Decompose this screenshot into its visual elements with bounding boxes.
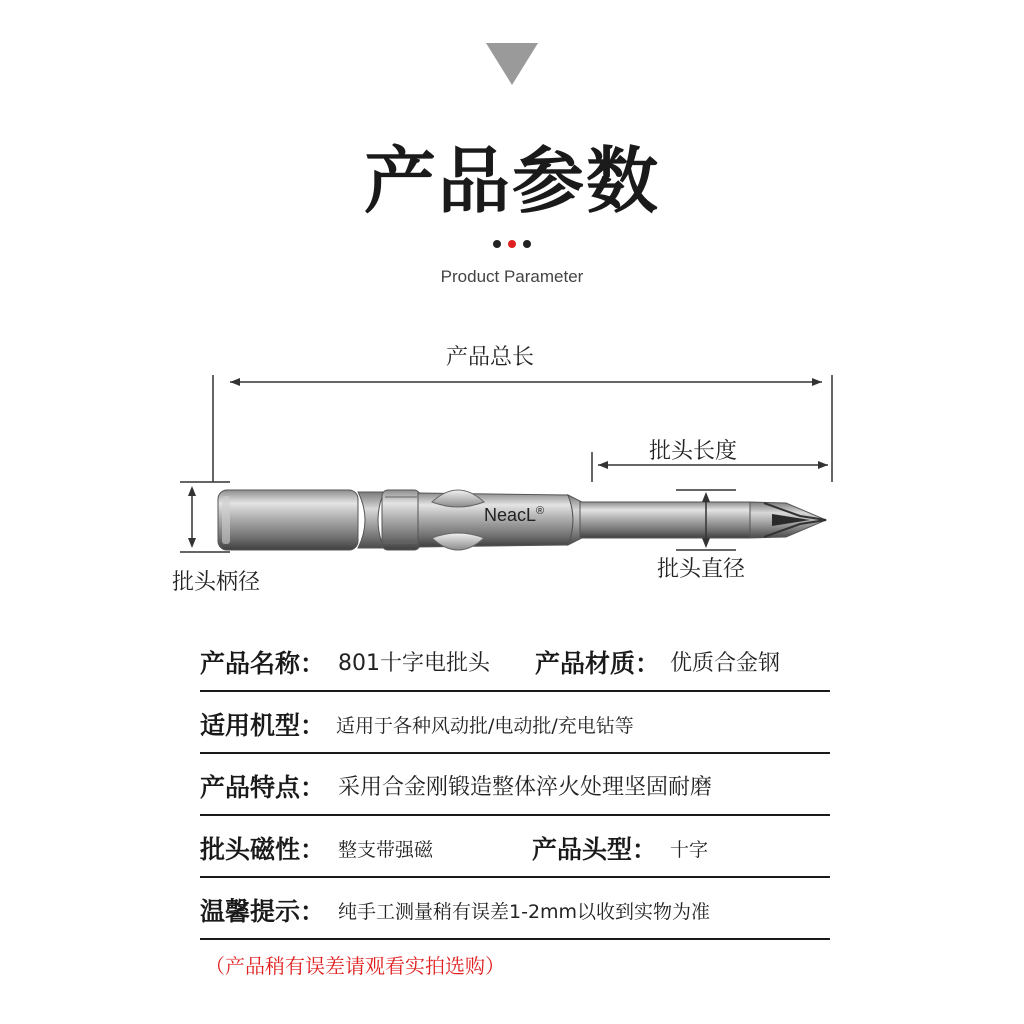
brand-name: NeacL bbox=[484, 505, 537, 525]
bit-neck bbox=[358, 492, 384, 548]
arrow-down-icon bbox=[188, 538, 196, 548]
spec-key: 产品材质： bbox=[535, 649, 661, 678]
arrow-up-icon bbox=[188, 486, 196, 496]
spec-value: 采用合金刚锻造整体淬火处理坚固耐磨 bbox=[338, 775, 713, 800]
registered-mark: ® bbox=[536, 505, 545, 517]
spec-value: 适用于各种风动批/电动批/充电钻等 bbox=[336, 715, 634, 737]
spec-key: 产品头型： bbox=[532, 835, 658, 864]
page-title: 产品参数 bbox=[363, 139, 660, 223]
spec-value: 整支带强磁 bbox=[338, 839, 434, 861]
bit-diameter-label: 批头直径 bbox=[657, 557, 746, 582]
arrow-down-icon bbox=[702, 538, 710, 548]
arrow-left-icon bbox=[230, 378, 240, 386]
page-subtitle: Product Parameter bbox=[440, 267, 584, 286]
spec-row-usage bbox=[200, 692, 830, 754]
spec-value: 801十字电批头 bbox=[338, 651, 490, 676]
spec-key: 温馨提示： bbox=[200, 897, 326, 926]
spec-value: 优质合金钢 bbox=[670, 651, 781, 676]
spec-row-tip bbox=[200, 878, 830, 940]
spec-key: 产品特点： bbox=[200, 773, 326, 802]
arrow-up-icon bbox=[702, 492, 710, 502]
arrow-left-icon bbox=[598, 461, 608, 469]
total-length-label: 产品总长 bbox=[446, 345, 535, 370]
groove-top bbox=[432, 490, 484, 507]
arrow-right-icon bbox=[818, 461, 828, 469]
bit-length-label: 批头长度 bbox=[649, 439, 738, 464]
brand-logo bbox=[484, 505, 544, 526]
spec-key: 产品名称： bbox=[200, 649, 326, 678]
arrow-right-icon bbox=[812, 378, 822, 386]
spec-value: 纯手工测量稍有误差1-2mm以收到实物为准 bbox=[338, 901, 711, 923]
groove-bottom bbox=[432, 533, 484, 550]
bit-shaft bbox=[580, 502, 750, 538]
spec-row-magnetic-head bbox=[200, 816, 830, 878]
bit-shank bbox=[218, 490, 358, 550]
warning-note: （产品稍有误差请观看实拍选购） bbox=[205, 954, 505, 978]
spec-row-feature bbox=[200, 754, 830, 816]
bit-collar bbox=[382, 490, 420, 550]
divider bbox=[200, 938, 830, 940]
shank-diameter-label: 批头柄径 bbox=[172, 570, 261, 595]
spec-key: 适用机型： bbox=[200, 711, 326, 740]
spec-key: 批头磁性： bbox=[200, 835, 326, 864]
spec-value: 十字 bbox=[670, 839, 709, 861]
spec-row-name-material bbox=[200, 630, 830, 692]
